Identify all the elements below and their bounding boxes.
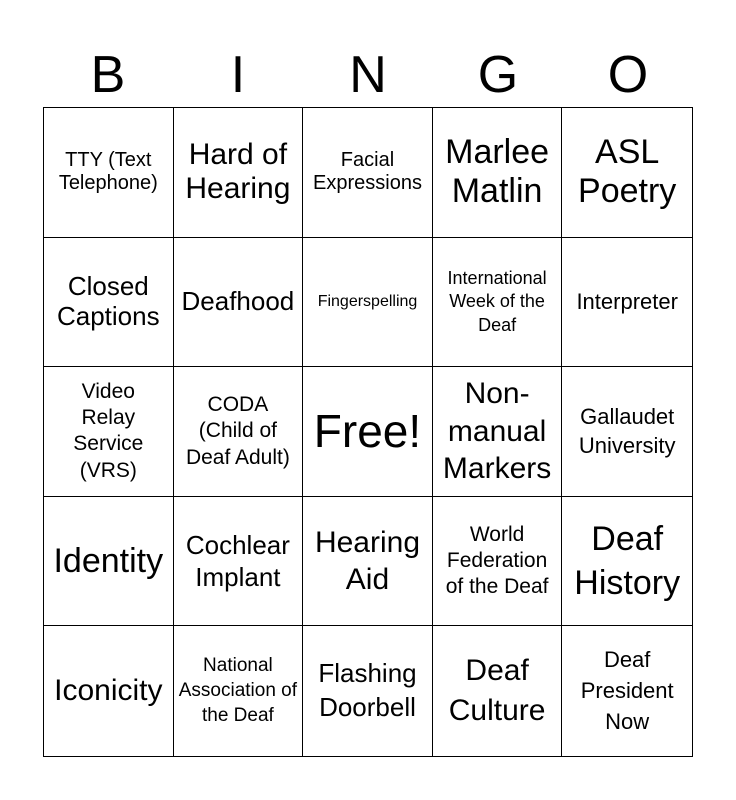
header-letter-g: G	[477, 46, 519, 104]
header-letter-o: O	[607, 46, 649, 104]
cell-label: Identity	[53, 541, 164, 580]
cell-label: International Week of the Deaf	[447, 267, 547, 335]
cell-label: Non-manual Markers	[442, 377, 552, 486]
bingo-cell[interactable]	[433, 238, 563, 368]
header-letter-b: B	[90, 46, 126, 104]
cell-label: TTY (Text Telephone)	[58, 149, 158, 195]
cell-label: ASL Poetry	[578, 133, 677, 211]
bingo-cell[interactable]	[433, 367, 563, 497]
bingo-cell[interactable]	[303, 238, 433, 368]
bingo-cell[interactable]	[174, 108, 304, 238]
cell-label: Deafhood	[181, 285, 295, 316]
bingo-cell[interactable]	[562, 497, 692, 627]
bingo-cell[interactable]	[562, 108, 692, 238]
cell-label: Video Relay Service (VRS)	[73, 379, 144, 482]
cell-label: Hearing Aid	[314, 525, 421, 597]
bingo-cell[interactable]	[44, 367, 174, 497]
cell-label: Iconicity	[54, 673, 163, 707]
header-letter-i: I	[230, 46, 246, 104]
bingo-cell[interactable]	[174, 238, 304, 368]
bingo-cell[interactable]	[174, 626, 304, 756]
cell-label: Flashing Doorbell	[318, 658, 417, 723]
bingo-cell[interactable]	[562, 367, 692, 497]
cell-label: Facial Expressions	[313, 149, 422, 195]
bingo-cell[interactable]	[303, 108, 433, 238]
cell-label: CODA (Child of Deaf Adult)	[185, 393, 290, 469]
bingo-cell[interactable]	[174, 497, 304, 627]
cell-label: Deaf Culture	[448, 653, 546, 728]
cell-label: Closed Captions	[56, 271, 160, 331]
bingo-cell[interactable]	[44, 626, 174, 756]
bingo-cell[interactable]	[174, 367, 304, 497]
bingo-cell[interactable]	[44, 497, 174, 627]
cell-label: Cochlear Implant	[185, 529, 290, 593]
bingo-cell[interactable]	[303, 367, 433, 497]
cell-label: National Association of the Deaf	[178, 655, 298, 726]
cell-label: Fingerspelling	[317, 292, 418, 310]
cell-label: Hard of Hearing	[185, 137, 291, 206]
bingo-cell[interactable]	[303, 626, 433, 756]
free-space-label: Free!	[313, 405, 422, 458]
bingo-cell[interactable]	[433, 108, 563, 238]
cell-label: Gallaudet University	[578, 403, 676, 459]
bingo-header	[43, 46, 693, 104]
bingo-cell[interactable]	[44, 238, 174, 368]
bingo-board	[43, 107, 693, 757]
bingo-cell[interactable]	[562, 626, 692, 756]
bingo-cell[interactable]	[303, 497, 433, 627]
bingo-cell[interactable]	[433, 497, 563, 627]
bingo-cell[interactable]	[562, 238, 692, 368]
cell-label: Interpreter	[576, 289, 678, 315]
bingo-cell[interactable]	[44, 108, 174, 238]
cell-label: World Federation of the Deaf	[445, 522, 549, 599]
cell-label: Deaf President Now	[580, 647, 674, 734]
cell-label: Deaf History	[574, 519, 681, 603]
header-letter-n: N	[349, 46, 387, 104]
bingo-cell[interactable]	[433, 626, 563, 756]
cell-label: Marlee Matlin	[445, 133, 550, 211]
